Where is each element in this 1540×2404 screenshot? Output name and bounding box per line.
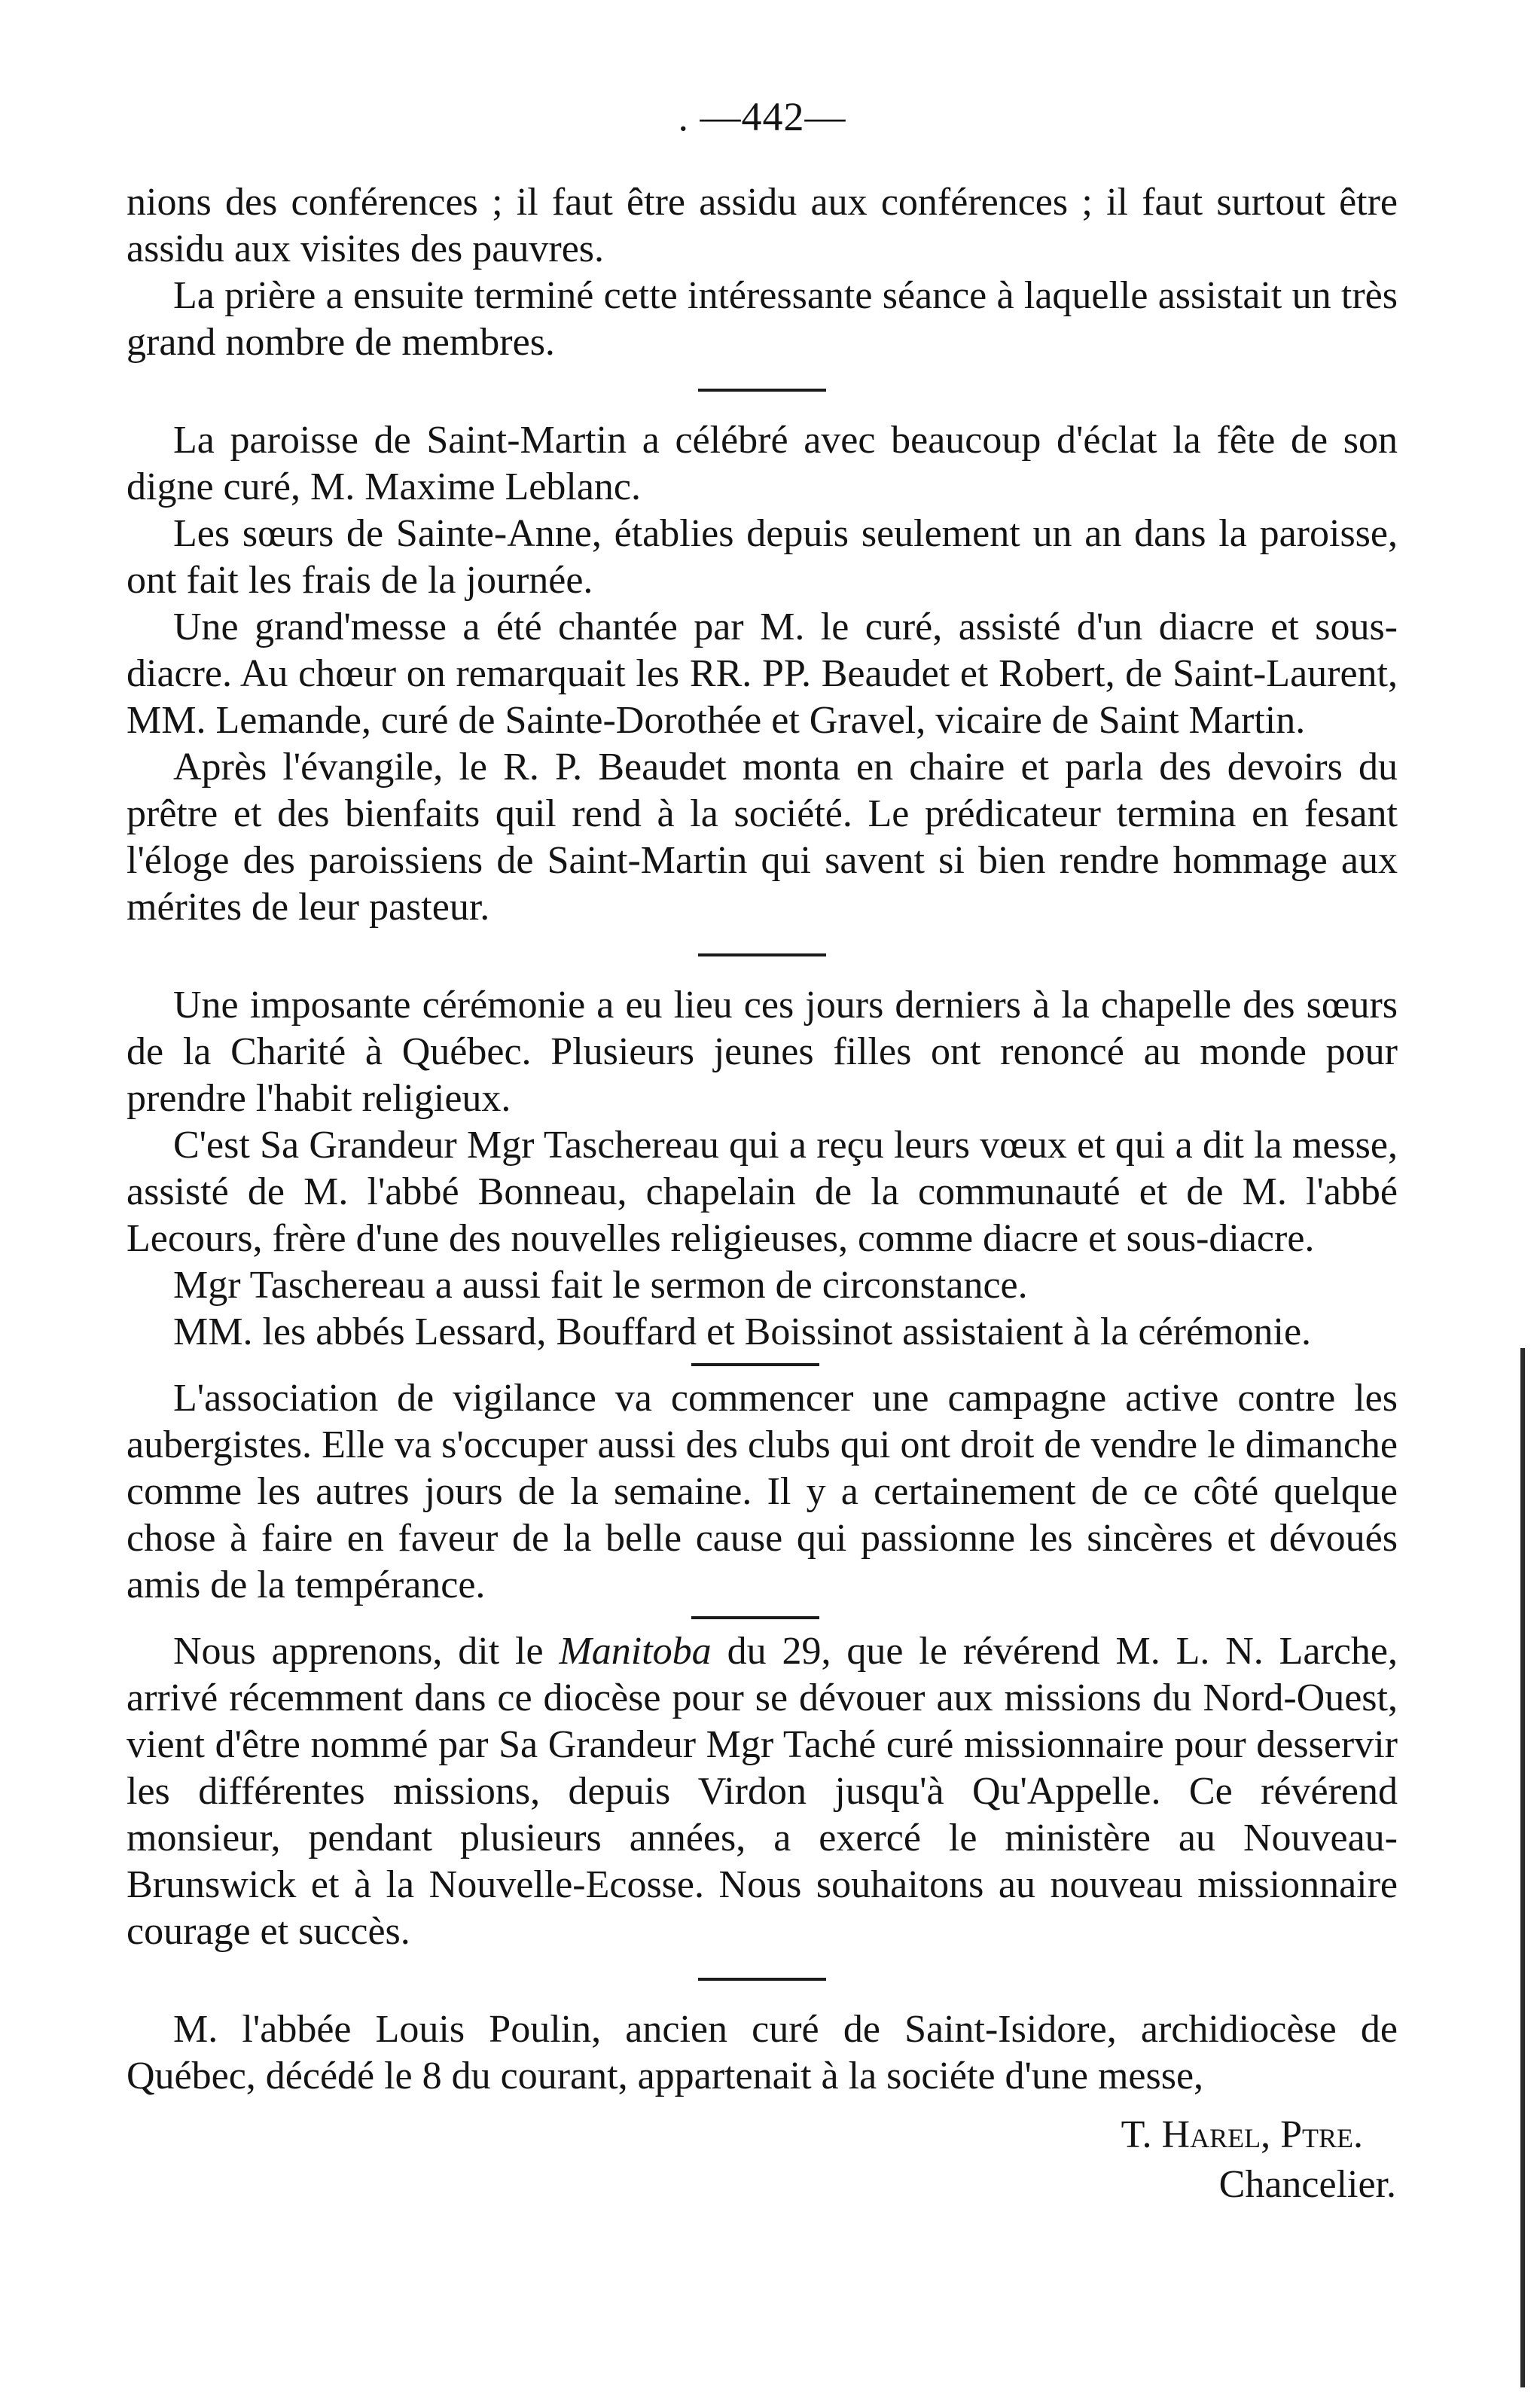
paragraph: nions des conférences ; il faut être assidu aux conférences ; il faut surtout être assidu aux visites des pauvres.: [127, 181, 1398, 270]
newspaper-title: Manitoba: [559, 1630, 712, 1673]
page-edge-mark: [1520, 1348, 1525, 2387]
paragraph-text: du 29, que le révérend M. L. N. Larche, arrivé récemment dans ce diocèse pour se dévouer aux missions du Nord-Ouest, vient d'être nommé par Sa Grandeur Mgr Taché curé missionnaire pour desservir les différentes missions, depuis Virdon jusqu'à Qu'Appelle. Ce révérend monsieur, pendant plusieurs années, a exercé le ministère au Nouveau-Brunswick et à la Nouvelle-Ecosse. Nous souhaitons au nouveau missionnaire courage et succès.: [127, 1630, 1398, 1953]
signature-name: T. Harel, Ptre.: [1121, 2113, 1363, 2156]
paragraph: Mgr Taschereau a aussi fait le sermon de circonstance.: [173, 1264, 1028, 1307]
paragraph: La prière a ensuite terminé cette intéressante séance à laquelle assistait un très grand nombre de membres.: [127, 274, 1398, 364]
paragraph: L'association de vigilance va commencer une campagne active contre les aubergistes. Elle va s'occuper aussi des clubs qui ont droit de vendre le dimanche comme les autres jours de la semaine. Il y a certainement de ce côté quelque chose à faire en faveur de la belle cause qui passionne les sincères et dévoués amis de la tempérance.: [127, 1377, 1398, 1606]
section-divider: [698, 953, 826, 956]
section-divider: [691, 1363, 819, 1366]
paragraph: Après l'évangile, le R. P. Beaudet monta en chaire et parla des devoirs du prêtre et des bienfaits quil rend à la société. Le prédicateur termina en fesant l'éloge des paroissiens de Saint-Martin qui savent si bien rendre hommage aux mérites de leur pasteur.: [127, 746, 1398, 929]
paragraph: La paroisse de Saint-Martin a célébré avec beaucoup d'éclat la fête de son digne curé, M. Maxime Leblanc.: [127, 419, 1398, 508]
paragraph: Une imposante cérémonie a eu lieu ces jours derniers à la chapelle des sœurs de la Charité à Québec. Plusieurs jeunes filles ont renoncé au monde pour prendre l'habit religieux.: [127, 984, 1398, 1120]
signature-title: Chancelier.: [1218, 2163, 1396, 2206]
page-number: . —442—: [678, 94, 846, 139]
document-page: [127, 90, 1398, 2350]
paragraph: [127, 1628, 1398, 1955]
signature-block: [127, 2110, 1398, 2210]
paragraph: M. l'abbée Louis Poulin, ancien curé de Saint-Isidore, archidiocèse de Québec, décédé le 8 du courant, appartenait à la sociéte d'une messe,: [127, 2008, 1398, 2097]
paragraph: MM. les abbés Lessard, Bouffard et Boissinot assistaient à la cérémonie.: [173, 1310, 1312, 1353]
section-divider: [698, 389, 826, 392]
paragraph: C'est Sa Grandeur Mgr Taschereau qui a reçu leurs vœux et qui a dit la messe, assisté de M. l'abbé Bonneau, chapelain de la communauté et de M. l'abbé Lecours, frère d'une des nouvelles religieuses, comme diacre et sous-diacre.: [127, 1124, 1398, 1260]
paragraph: Une grand'messe a été chantée par M. le curé, assisté d'un diacre et sous-diacre. Au chœur on remarquait les RR. PP. Beaudet et Robert, de Saint-Laurent, MM. Lemande, curé de Sainte-Dorothée et Gravel, vicaire de Saint Martin.: [127, 606, 1398, 742]
body-text: [127, 179, 1398, 2210]
paragraph: Les sœurs de Sainte-Anne, établies depuis seulement un an dans la paroisse, ont fait les frais de la journée.: [127, 512, 1398, 602]
section-divider: [698, 1978, 826, 1981]
paragraph-text: Nous apprenons, dit le: [173, 1630, 560, 1673]
section-divider: [691, 1616, 819, 1619]
